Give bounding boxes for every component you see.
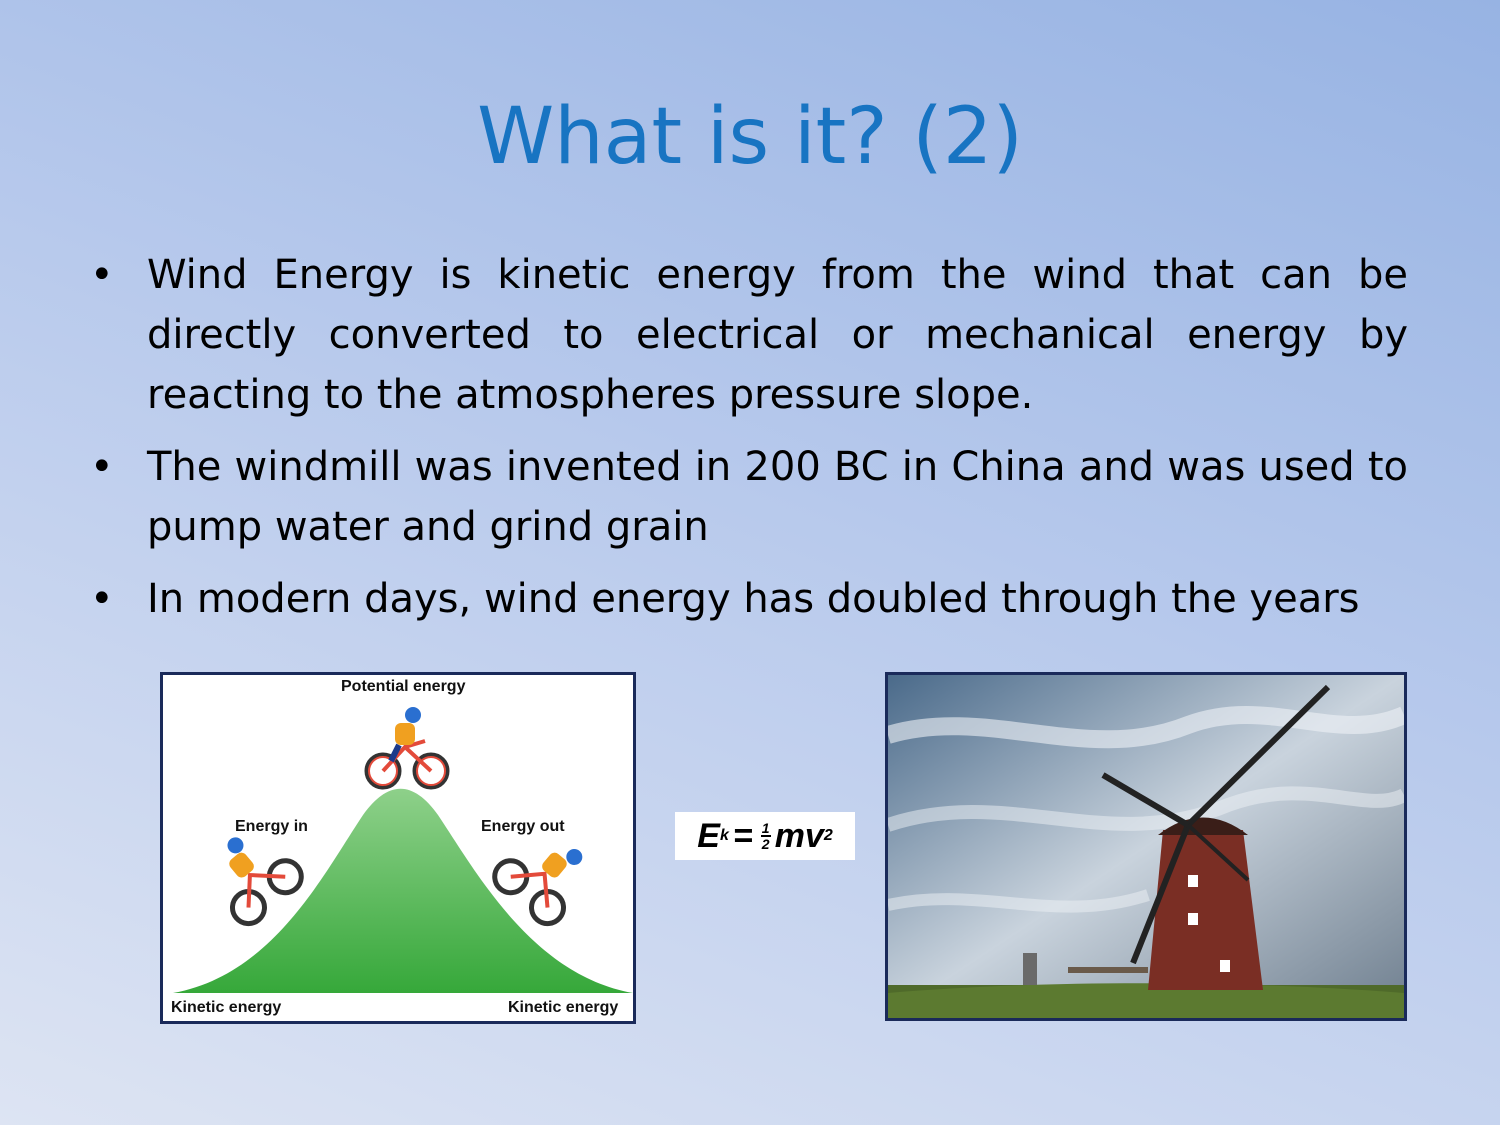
bullet-item: • The windmill was invented in 200 BC in China and was used to pump water and grind grain	[90, 437, 1408, 557]
formula-mv: mv	[774, 816, 824, 855]
energy-in-label: Energy in	[235, 818, 308, 835]
bullet-item: • In modern days, wind energy has doubled through the years	[90, 569, 1408, 629]
formula-numerator: 1	[761, 820, 770, 836]
slide-title: What is it? (2)	[477, 92, 1023, 182]
formula-subscript: k	[719, 827, 729, 844]
potential-energy-label: Potential energy	[341, 678, 466, 695]
formula-equals: =	[732, 816, 753, 855]
energy-out-label: Energy out	[481, 818, 565, 835]
kinetic-energy-formula	[675, 812, 855, 860]
energy-diagram	[160, 672, 636, 1024]
mill-tower	[1148, 830, 1263, 990]
kinetic-left-label: Kinetic energy	[171, 999, 282, 1016]
bullet-item: • Wind Energy is kinetic energy from the wind that can be directly converted to electrical or mechanical energy by reacting to the atmospheres pressure slope.	[90, 245, 1408, 425]
formula-exponent: 2	[823, 827, 833, 844]
formula-denominator: 2	[761, 836, 770, 852]
formula-fraction	[761, 821, 771, 851]
windmill-illustration	[888, 675, 1404, 1018]
hill-illustration	[163, 675, 633, 1021]
cyclist-top-icon	[367, 707, 447, 787]
kinetic-right-label: Kinetic energy	[508, 999, 619, 1016]
bullet-list	[90, 245, 1408, 641]
bench	[1068, 967, 1148, 973]
windmill-photo	[885, 672, 1407, 1021]
formula-symbol: E	[697, 816, 720, 855]
